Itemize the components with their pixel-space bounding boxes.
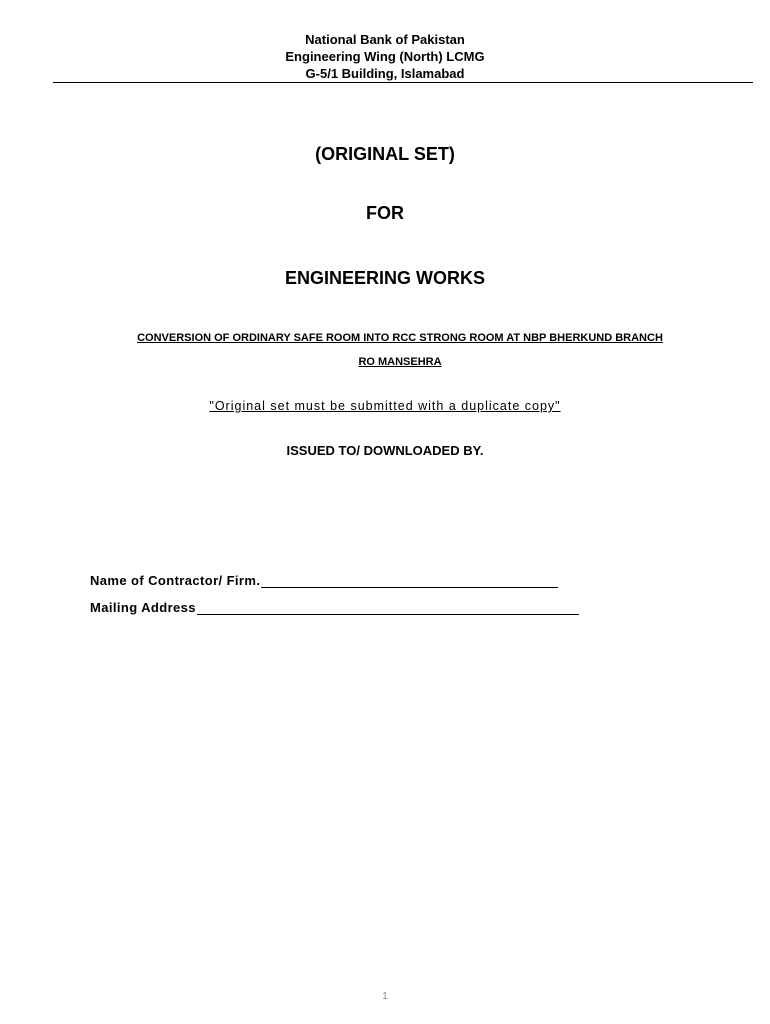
- contractor-name-label: Name of Contractor/ Firm.: [90, 573, 261, 588]
- engineering-works-title: ENGINEERING WORKS: [284, 268, 485, 288]
- project-title-line-2: RO MANSEHRA: [358, 356, 442, 368]
- bank-name: National Bank of Pakistan: [305, 32, 465, 47]
- mailing-address-blank-line: [197, 602, 579, 615]
- mailing-address-field: [90, 600, 579, 615]
- for-title: FOR: [366, 203, 404, 223]
- submission-note: "Original set must be submitted with a duplicate copy": [209, 399, 561, 413]
- original-set-title: (ORIGINAL SET): [315, 144, 455, 164]
- project-title-line-1: CONVERSION OF ORDINARY SAFE ROOM INTO RCC STRONG ROOM AT NBP BHERKUND BRANCH: [137, 332, 663, 344]
- project-title: [60, 326, 740, 374]
- office-address: G-5/1 Building, Islamabad: [305, 66, 465, 81]
- page-number: 1: [382, 991, 388, 1002]
- contractor-name-field: [90, 573, 558, 588]
- issued-to-heading: ISSUED TO/ DOWNLOADED BY.: [286, 443, 484, 458]
- mailing-address-label: Mailing Address: [90, 600, 196, 615]
- department-name: Engineering Wing (North) LCMG: [285, 49, 485, 64]
- letterhead: [0, 31, 770, 82]
- contractor-name-blank-line: [261, 575, 558, 588]
- header-divider: [53, 82, 753, 83]
